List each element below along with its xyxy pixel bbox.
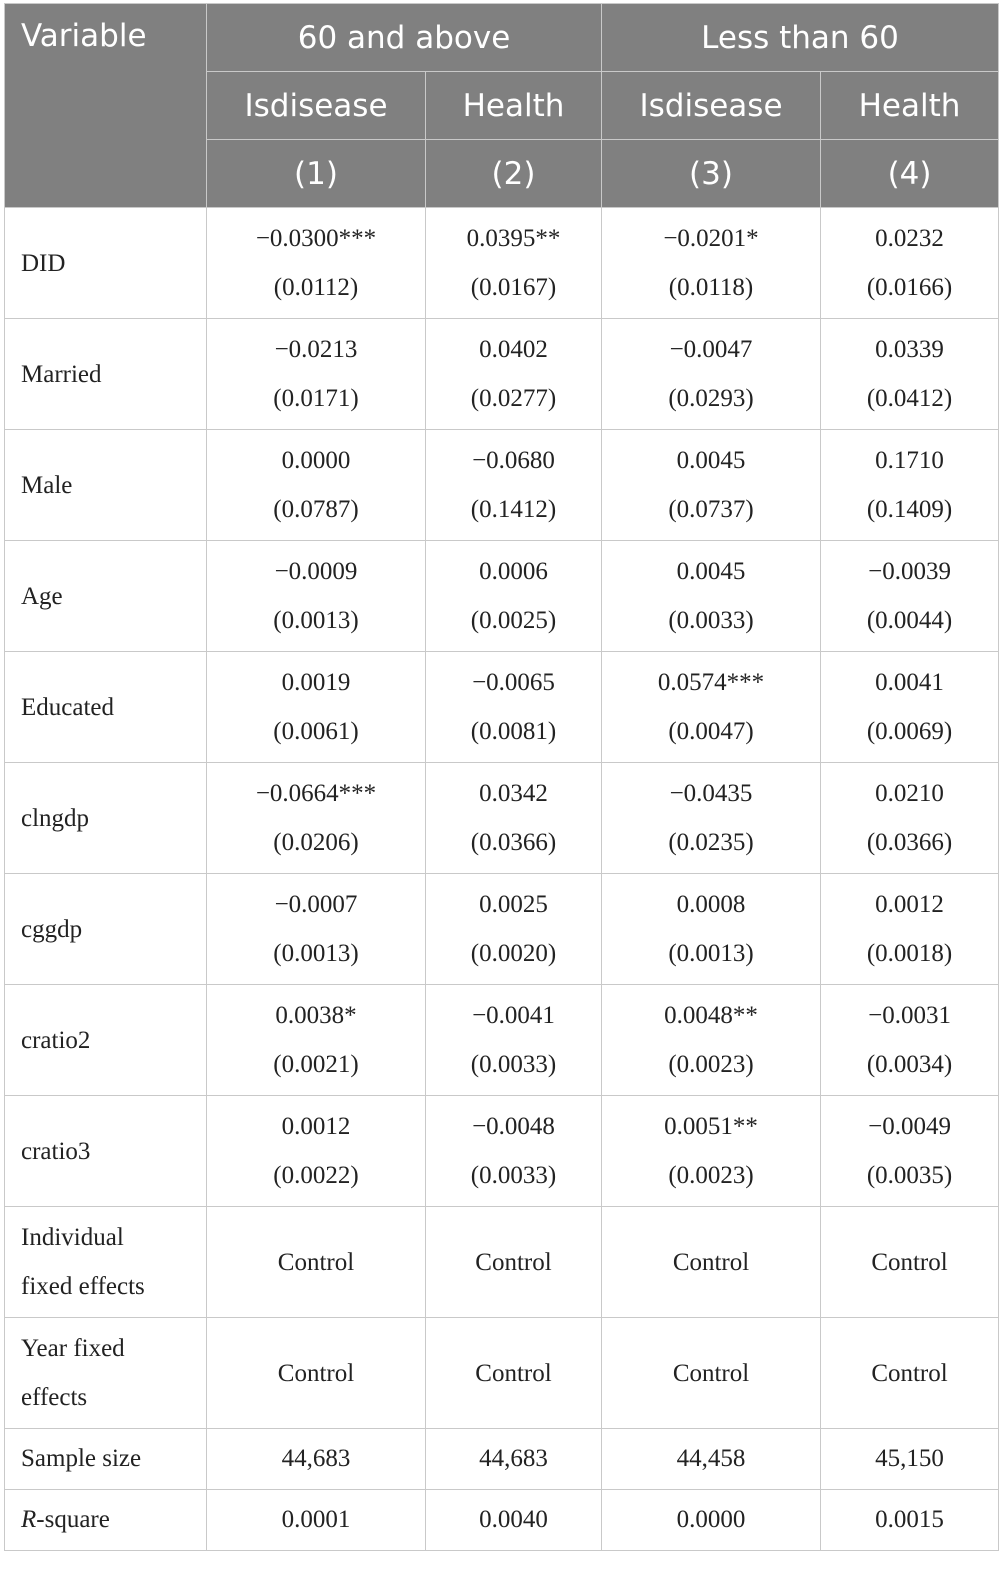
coefficient: 0.0574*** [657,669,765,696]
variable-name-line: effects [21,1384,88,1411]
control-cell: Control [426,1207,602,1318]
estimate-cell [602,985,821,1096]
table-row [5,1490,999,1551]
coefficient: −0.0049 [868,1113,951,1140]
control-cell: Control [821,1207,999,1318]
table-row [5,763,999,874]
variable-name-line: fixed effects [21,1273,145,1300]
estimate-cell [207,763,426,874]
standard-error: (0.0787) [273,496,359,523]
table-row [5,652,999,763]
standard-error: (0.0081) [470,718,557,745]
standard-error: (0.0013) [668,940,754,967]
standard-error: (0.0366) [470,829,557,856]
column-number-header: (4) [821,140,999,208]
estimate-cell [426,874,602,985]
standard-error: (0.0737) [668,496,754,523]
estimate-cell [602,541,821,652]
standard-error: (0.0047) [668,718,754,745]
estimate-cell [602,430,821,541]
coefficient: −0.0009 [274,558,358,585]
r-square-cell: 0.0040 [426,1490,602,1551]
sample-size-cell: 44,683 [207,1429,426,1490]
table-body [5,208,999,1551]
estimate-cell [821,208,999,319]
coefficient: −0.0031 [868,1002,951,1029]
standard-error: (0.0020) [470,940,557,967]
standard-error: (0.0235) [668,829,754,856]
estimate-cell [821,1096,999,1207]
variable-name-line: Year fixed [21,1335,125,1362]
coefficient: −0.0039 [868,558,951,585]
variable-name-cell: Sample size [5,1429,207,1490]
sample-size-cell: 44,683 [426,1429,602,1490]
estimate-cell [426,985,602,1096]
standard-error: (0.0023) [668,1162,754,1189]
estimate-cell [602,1096,821,1207]
sample-size-cell: 44,458 [602,1429,821,1490]
table-row [5,1429,999,1490]
standard-error: (0.0035) [866,1162,953,1189]
coefficient: −0.0680 [472,447,555,474]
coefficient: 0.0038* [275,1002,357,1029]
coefficient: 0.0006 [479,558,548,585]
estimate-cell [207,319,426,430]
estimate-cell [426,1096,602,1207]
variable-name-cell: Married [5,319,207,430]
coefficient: 0.0025 [479,891,548,918]
estimate-cell [426,430,602,541]
r-symbol: R [21,1506,37,1533]
estimate-cell [821,763,999,874]
standard-error: (0.0061) [273,718,359,745]
coefficient: 0.0045 [676,558,746,585]
standard-error: (0.0277) [470,385,557,412]
standard-error: (0.1409) [866,496,953,523]
estimate-cell [602,763,821,874]
coefficient: 0.0339 [875,336,944,363]
estimate-cell [426,319,602,430]
standard-error: (0.0013) [273,607,359,634]
group-header-less-than-60: Less than 60 [602,4,999,72]
coefficient: 0.0395** [466,225,561,252]
variable-name-cell: Age [5,541,207,652]
outcome-header: Isdisease [602,72,821,140]
standard-error: (0.0018) [866,940,953,967]
standard-error: (0.0022) [273,1162,359,1189]
control-cell: Control [602,1207,821,1318]
standard-error: (0.0412) [866,385,953,412]
group-header-60-above: 60 and above [207,4,602,72]
standard-error: (0.0033) [470,1051,557,1078]
table-row [5,874,999,985]
variable-name-cell: DID [5,208,207,319]
variable-name-cell: cratio2 [5,985,207,1096]
standard-error: (0.0044) [866,607,953,634]
standard-error: (0.0171) [273,385,359,412]
coefficient: 0.0019 [281,669,351,696]
coefficient: 0.0008 [676,891,746,918]
coefficient: 0.0048** [664,1002,758,1029]
coefficient: 0.0210 [875,780,944,807]
estimate-cell [207,652,426,763]
table-row [5,1096,999,1207]
estimate-cell [821,874,999,985]
coefficient: 0.0041 [875,669,944,696]
variable-name-cell: cggdp [5,874,207,985]
coefficient: −0.0213 [274,336,358,363]
r-square-cell: 0.0000 [602,1490,821,1551]
variable-name-cell: cratio3 [5,1096,207,1207]
coefficient: −0.0300*** [255,225,377,252]
table-row [5,1318,999,1429]
estimate-cell [207,430,426,541]
estimate-cell [207,985,426,1096]
coefficient: 0.1710 [875,447,944,474]
estimate-cell [821,652,999,763]
estimate-cell [821,541,999,652]
coefficient: 0.0232 [875,225,944,252]
estimate-cell [426,541,602,652]
sample-size-cell: 45,150 [821,1429,999,1490]
estimate-cell [602,319,821,430]
variable-name-cell: Educated [5,652,207,763]
standard-error: (0.0166) [866,274,953,301]
table-row [5,208,999,319]
control-cell: Control [207,1207,426,1318]
estimate-cell [821,319,999,430]
variable-name-cell: Male [5,430,207,541]
variable-name-cell [5,1318,207,1429]
outcome-header: Health [821,72,999,140]
table-row [5,985,999,1096]
estimate-cell [426,208,602,319]
estimate-cell [602,208,821,319]
coefficient: −0.0048 [472,1113,555,1140]
standard-error: (0.0021) [273,1051,359,1078]
variable-header: Variable [5,4,207,208]
coefficient: 0.0342 [479,780,548,807]
coefficient: 0.0012 [281,1113,351,1140]
control-cell: Control [821,1318,999,1429]
standard-error: (0.0206) [273,829,359,856]
column-number-header: (3) [602,140,821,208]
coefficient: −0.0041 [472,1002,555,1029]
standard-error: (0.0013) [273,940,359,967]
coefficient: −0.0047 [669,336,753,363]
standard-error: (0.0118) [668,274,754,301]
standard-error: (0.0167) [470,274,557,301]
coefficient: −0.0664*** [255,780,377,807]
control-cell: Control [207,1318,426,1429]
control-cell: Control [426,1318,602,1429]
standard-error: (0.0366) [866,829,953,856]
table-row [5,319,999,430]
variable-name-line: Individual [21,1224,124,1251]
r-square-cell: 0.0015 [821,1490,999,1551]
estimate-cell [821,985,999,1096]
column-number-header: (1) [207,140,426,208]
standard-error: (0.0033) [668,607,754,634]
r-square-suffix: -square [36,1506,110,1533]
standard-error: (0.0034) [866,1051,953,1078]
coefficient: 0.0045 [676,447,746,474]
standard-error: (0.1412) [470,496,557,523]
estimate-cell [602,652,821,763]
outcome-header: Isdisease [207,72,426,140]
table-row [5,1207,999,1318]
coefficient: −0.0007 [274,891,358,918]
estimate-cell [426,652,602,763]
coefficient: 0.0012 [875,891,944,918]
column-number-header: (2) [426,140,602,208]
estimate-cell [207,208,426,319]
standard-error: (0.0069) [866,718,953,745]
coefficient: −0.0065 [472,669,555,696]
variable-name-cell [5,1207,207,1318]
coefficient: −0.0435 [669,780,753,807]
coefficient: 0.0051** [664,1113,758,1140]
variable-name-cell: clngdp [5,763,207,874]
coefficient: 0.0402 [479,336,548,363]
control-cell: Control [602,1318,821,1429]
estimate-cell [207,874,426,985]
standard-error: (0.0293) [668,385,754,412]
regression-table [4,3,999,1551]
table-row [5,541,999,652]
r-square-cell: 0.0001 [207,1490,426,1551]
outcome-header: Health [426,72,602,140]
estimate-cell [602,874,821,985]
table-row [5,430,999,541]
coefficient: 0.0000 [281,447,351,474]
standard-error: (0.0112) [273,274,359,301]
standard-error: (0.0023) [668,1051,754,1078]
coefficient: −0.0201* [663,225,759,252]
estimate-cell [207,1096,426,1207]
variable-name-cell [5,1490,207,1551]
estimate-cell [821,430,999,541]
table-header [5,4,999,208]
standard-error: (0.0033) [470,1162,557,1189]
estimate-cell [207,541,426,652]
estimate-cell [426,763,602,874]
standard-error: (0.0025) [470,607,557,634]
